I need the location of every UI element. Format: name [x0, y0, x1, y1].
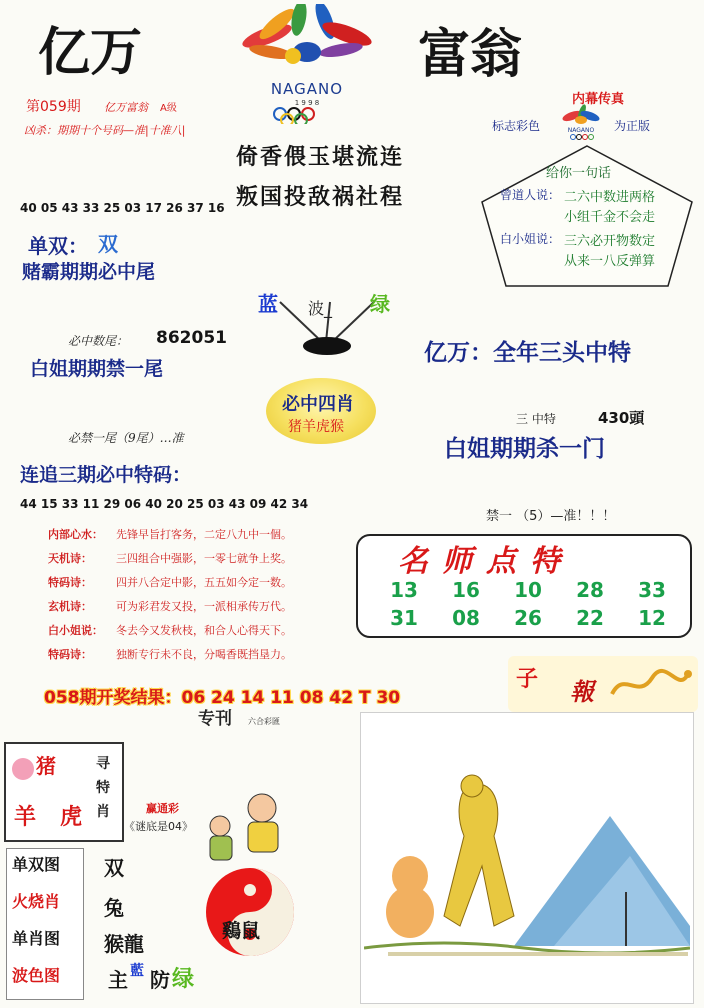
pentagon-line2-text: 三六必开物数定: [564, 234, 656, 249]
cartoon-figures-illustration: [186, 786, 306, 866]
special-sub: 六合彩匯: [248, 717, 280, 726]
poem-label: 天机诗：: [48, 552, 92, 565]
zodiac-sheep: 羊: [14, 805, 37, 830]
pentagon-line1b: 小组千金不会走: [564, 210, 656, 225]
olympic-flower-icon: [212, 4, 402, 124]
pentagon-title: 给你一句话: [546, 166, 612, 181]
chart-4: 波色图: [12, 966, 61, 985]
poem-text: 可为彩君发又投，一派相承传万代。: [116, 600, 292, 613]
master-number: 33: [638, 578, 666, 602]
bottom-tu: 兔: [104, 896, 124, 920]
result-line: 058期开奖结果：06 24 14 11 08 42 T 30: [44, 688, 401, 708]
four-zodiac-title: 必中四肖: [282, 394, 354, 415]
issue-rule: 凶杀：期期十个号码—准|十准八|: [24, 124, 186, 137]
poem-line-1: 倚香偎玉堪流连: [236, 144, 405, 170]
master-number: 08: [452, 606, 480, 630]
poem-text: 先锋早旨打客务，二定八九中一個。: [116, 528, 292, 541]
ban-tail: 必禁一尾（9尾）…准: [68, 431, 184, 445]
three-head-value: 430頭: [598, 409, 645, 427]
master-number: 22: [576, 606, 604, 630]
must-tail-sub: 白姐期期禁一尾: [30, 358, 164, 380]
fax-left: 标志彩色: [492, 119, 541, 133]
nagano-logo: [212, 4, 402, 124]
lantern-icon: [12, 758, 34, 780]
fax-title: 内幕传真: [572, 92, 625, 107]
poem-label: 玄机诗：: [48, 600, 92, 613]
poem-text: 冬去今又发秋枝，和合人心得天下。: [116, 624, 292, 637]
pentagon-line2b: 从来一八反弹算: [564, 254, 656, 269]
issue-label: 第059期: [26, 99, 81, 115]
zodiac-stamp: 赢通彩: [146, 802, 179, 815]
poem-label: 特码诗：: [48, 648, 92, 661]
bottom-houlong: 猴龍: [104, 932, 144, 956]
poem-label: 特码诗：: [48, 576, 92, 589]
numbers-row-2: 44 15 33 11 29 06 40 20 25 03 43 09 42 34: [20, 497, 309, 511]
numbers-row-1: 40 05 43 33 25 03 17 26 37 16: [20, 201, 225, 215]
zodiac-pig: 猪: [36, 754, 56, 778]
bottom-lan: 藍: [130, 963, 144, 979]
poem-label: 内部心水：: [48, 528, 103, 541]
zodiac-tiger: 虎: [60, 805, 83, 830]
chart-1: 单双图: [12, 855, 61, 874]
poem-line-2: 叛国投敌祸社程: [236, 184, 405, 210]
single-double-label: 单双：: [28, 234, 88, 258]
master-number: 12: [638, 606, 666, 630]
master-title: 名师点特: [398, 544, 574, 579]
poem-label: 白小姐说：: [48, 624, 103, 637]
zibao-zi: 子: [516, 667, 539, 692]
poem-text: 三四组合中强影，一零七就争上奖。: [116, 552, 292, 565]
yin-yang-icon: [204, 866, 296, 958]
master-number: 26: [514, 606, 542, 630]
title-right: 富翁: [418, 24, 523, 85]
svg-text:NAGANO: NAGANO: [270, 80, 344, 98]
monkey-scene-illustration: [364, 716, 690, 1002]
pentagon-line1-text: 二六中数进两格: [564, 190, 656, 205]
mini-logo-icon: [556, 104, 606, 140]
svg-text:1 9 9 8: 1 9 9 8: [294, 99, 320, 107]
svg-text:NAGANO: NAGANO: [567, 127, 595, 134]
wave-green: 绿: [370, 292, 390, 316]
title-left: 亿万: [38, 22, 143, 83]
master-number: 10: [514, 578, 542, 602]
master-number: 31: [390, 606, 418, 630]
bottom-zhu: 主: [108, 968, 128, 992]
bottom-shuang: 双: [104, 856, 124, 880]
wave-mid: 波_: [308, 299, 333, 318]
wave-blue: 蓝: [258, 292, 278, 316]
single-double-sub: 赌霸期期必中尾: [22, 261, 156, 283]
zodiac-vertical: 寻特肖: [96, 756, 110, 820]
pentagon-line1-label: 曾道人说：: [500, 188, 561, 202]
master-number: 28: [576, 578, 604, 602]
issue-grade: A级: [160, 103, 177, 114]
bottom-lv: 绿: [172, 967, 195, 992]
three-head-sub: 白姐期期杀一门: [444, 436, 605, 462]
ban-one: 禁一 （5）—准！！！: [486, 509, 616, 524]
zibao-bao: 報: [570, 678, 594, 706]
four-zodiac-animals: 猪羊虎猴: [288, 419, 344, 435]
yiwan-slogan: 亿万：全年三头中特: [424, 340, 631, 366]
special-banner: [158, 704, 318, 730]
master-number: 16: [452, 578, 480, 602]
fax-right: 为正版: [614, 119, 651, 133]
single-double-value: 双: [98, 232, 118, 256]
poem-text: 四并八合定中影，五五如今定一数。: [116, 576, 292, 589]
bottom-fang: 防: [150, 968, 170, 992]
must-tail-value: 862051: [156, 328, 227, 348]
issue-brand: 亿万富翁: [104, 101, 148, 114]
dragon-icon: [608, 664, 692, 704]
chart-3: 单肖图: [12, 929, 61, 948]
master-number: 13: [390, 578, 418, 602]
streak-title: 连追三期必中特码：: [20, 464, 192, 486]
must-tail-label: 必中数尾：: [68, 334, 129, 348]
poem-text: 独断专行未不良，分喝香既挡垦力。: [116, 648, 292, 661]
special-banner-text: 专刊: [198, 709, 232, 729]
three-head-label: 三 中特: [516, 412, 556, 426]
zodiac-sub: 《谜底是04》: [124, 820, 193, 833]
pentagon-line2-label: 白小姐说：: [500, 232, 561, 246]
bottom-jishu: 鷄鼠: [222, 920, 261, 942]
chart-2: 火烧肖: [12, 892, 61, 911]
